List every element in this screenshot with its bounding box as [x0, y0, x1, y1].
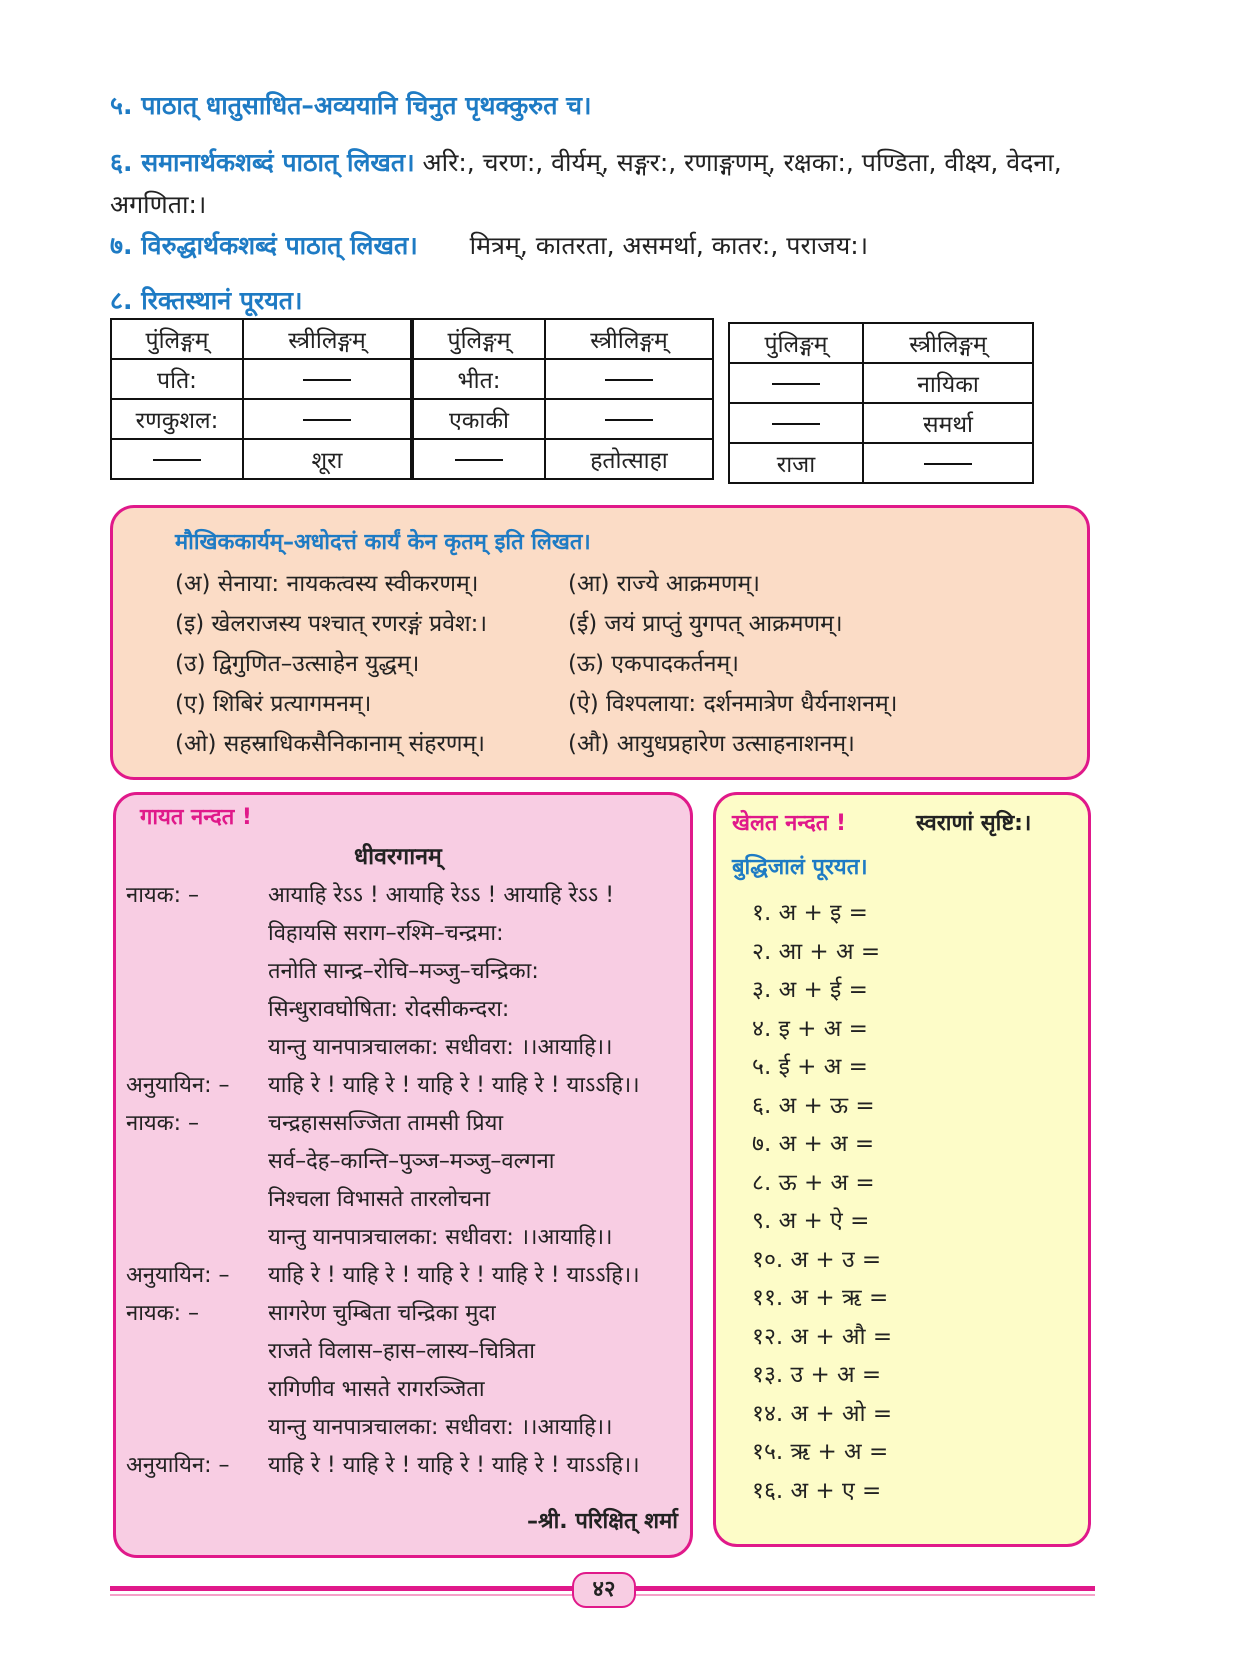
vowel-equation: ३. अ + ई =	[752, 977, 868, 1003]
page-number: ४२	[572, 1572, 636, 1608]
vowel-equation: ११. अ + ऋ =	[752, 1285, 889, 1311]
oral-item: (ई) जयं प्राप्तुं युगपत् आक्रमणम्।	[568, 611, 843, 637]
vowel-equation: २. आ + अ =	[752, 938, 881, 965]
song-line: सागरेण चुम्बिता चन्द्रिका मुदा	[268, 1301, 496, 1326]
song-line: यान्तु यानपात्रचालका: सधीवरा: ।।आयाहि।।	[268, 1035, 613, 1060]
oral-work-title: मौखिककार्यम्–अधोदत्तं कार्यं केन कृतम् इति लिखत।	[175, 530, 591, 555]
song-speaker: अनुयायिन: –	[126, 1453, 230, 1478]
vowel-equation: १०. अ + उ =	[752, 1246, 882, 1273]
gender-table-3	[728, 322, 1034, 484]
table-header-feminine: स्त्रीलिङ्गम्	[243, 319, 411, 359]
song-line: याहि रे ! याहि रे ! याहि रे ! याहि रे ! याऽऽहि।।	[268, 1073, 640, 1098]
vowel-equation: १५. ऋ + अ =	[752, 1439, 889, 1465]
question-7-words: मित्रम्, कातरता, असमर्था, कातर:, पराजय:।	[469, 231, 869, 260]
game-box	[713, 792, 1091, 1547]
game-subtitle: बुद्धिजालं पूरयत।	[732, 855, 868, 880]
oral-item: (ऊ) एकपादकर्तनम्।	[568, 651, 739, 677]
vowel-equation: १६. अ + ए =	[752, 1477, 882, 1504]
blank-cell[interactable]	[545, 359, 713, 399]
song-line: यान्तु यानपात्रचालका: सधीवरा: ।।आयाहि।।	[268, 1225, 613, 1250]
table-cell: हतोत्साहा	[545, 439, 713, 479]
vowel-equation: ९. अ + ऐ =	[752, 1208, 870, 1234]
table-cell: शूरा	[243, 439, 411, 479]
question-5	[110, 88, 592, 122]
gender-table-2	[412, 318, 714, 480]
oral-item: (अ) सेनाया: नायकत्वस्य स्वीकरणम्।	[175, 571, 479, 597]
table-cell: नायिका	[863, 363, 1033, 403]
song-title: धीवरगानम्	[354, 844, 442, 870]
blank-cell[interactable]	[729, 363, 863, 403]
table-header-feminine: स्त्रीलिङ्गम्	[545, 319, 713, 359]
vowel-equation: १४. अ + ओ =	[752, 1400, 893, 1427]
question-6-words: अरि:, चरण:, वीर्यम्, सङ्गर:, रणाङ्गणम्, रक्षका:, पण्डिता, वीक्ष्य, वेदना, अगणिता:।	[110, 148, 1062, 219]
vowel-equation: १. अ + इ =	[752, 900, 868, 926]
oral-item: (औ) आयुधप्रहारेण उत्साहनाशनम्।	[568, 731, 855, 757]
song-line: सर्व–देह–कान्ति–पुञ्ज–मञ्जु–वल्गना	[268, 1149, 555, 1174]
table-cell: समर्था	[863, 403, 1033, 443]
vowel-equation: ६. अ + ऊ =	[752, 1092, 875, 1119]
song-line: रागिणीव भासते रागरञ्जिता	[268, 1377, 485, 1402]
table-header-masculine: पुंलिङ्गम्	[729, 323, 863, 363]
game-section-title: खेलत नन्दत !	[732, 811, 847, 836]
song-section-title: गायत नन्दत !	[140, 805, 252, 830]
vowel-equation: ५. ई + अ =	[752, 1054, 868, 1080]
song-speaker: नायक: –	[126, 1111, 199, 1136]
song-line: यान्तु यानपात्रचालका: सधीवरा: ।।आयाहि।।	[268, 1415, 613, 1440]
question-6	[110, 142, 1100, 226]
vowel-equation: ७. अ + अ =	[752, 1131, 875, 1157]
oral-item: (आ) राज्ये आक्रमणम्।	[568, 571, 760, 597]
question-8	[110, 283, 302, 317]
song-line: विहायसि सराग–रश्मि–चन्द्रमा:	[268, 921, 504, 946]
blank-cell[interactable]	[863, 443, 1033, 483]
song-line: सिन्धुरावघोषिता: रोदसीकन्दरा:	[268, 997, 510, 1022]
question-7	[110, 228, 868, 262]
song-speaker: अनुयायिन: –	[126, 1073, 230, 1098]
vowel-equation: १३. उ + अ =	[752, 1362, 882, 1388]
table-cell: भीत:	[413, 359, 545, 399]
table-cell: रणकुशल:	[111, 399, 243, 439]
table-cell: राजा	[729, 443, 863, 483]
song-line: याहि रे ! याहि रे ! याहि रे ! याहि रे ! याऽऽहि।।	[268, 1263, 640, 1288]
song-line: निश्चला विभासते तारलोचना	[268, 1187, 491, 1212]
song-author: –श्री. परिक्षित् शर्मा	[527, 1509, 678, 1534]
game-title: स्वराणां सृष्टि:।	[916, 811, 1032, 836]
table-cell: पति:	[111, 359, 243, 399]
oral-item: (उ) द्विगुणित–उत्साहेन युद्धम्।	[175, 651, 420, 677]
vowel-equation: १२. अ + औ =	[752, 1323, 893, 1350]
vowel-equation: ४. इ + अ =	[752, 1015, 868, 1042]
song-line: चन्द्रहाससज्जिता तामसी प्रिया	[268, 1111, 504, 1136]
vowel-equation: ८. ऊ + अ =	[752, 1169, 875, 1196]
song-box	[113, 792, 693, 1558]
song-speaker: अनुयायिन: –	[126, 1263, 230, 1288]
oral-item: (ए) शिबिरं प्रत्यागमनम्।	[175, 691, 372, 717]
song-line: राजते विलास–हास–लास्य–चित्रिता	[268, 1339, 535, 1364]
question-7-heading: ७. विरुद्धार्थकशब्दं पाठात् लिखत।	[110, 231, 418, 260]
table-cell: एकाकी	[413, 399, 545, 439]
song-line: आयाहि रेऽऽ ! आयाहि रेऽऽ ! आयाहि रेऽऽ !	[268, 883, 615, 908]
question-6-heading: ६. समानार्थकशब्दं पाठात् लिखत।	[110, 148, 415, 177]
oral-item: (ओ) सहस्राधिकसैनिकानाम् संहरणम्।	[175, 731, 485, 757]
song-line: तनोति सान्द्र–रोचि–मञ्जु–चन्द्रिका:	[268, 959, 539, 984]
oral-work-box	[110, 505, 1090, 780]
table-header-feminine: स्त्रीलिङ्गम्	[863, 323, 1033, 363]
table-header-masculine: पुंलिङ्गम्	[413, 319, 545, 359]
blank-cell[interactable]	[243, 399, 411, 439]
question-8-heading: ८. रिक्तस्थानं पूरयत।	[110, 286, 303, 315]
oral-item: (इ) खेलराजस्य पश्चात् रणरङ्गं प्रवेश:।	[175, 611, 488, 637]
question-5-heading: ५. पाठात् धातुसाधित–अव्ययानि चिनुत पृथक्कुरुत च।	[110, 91, 592, 120]
blank-cell[interactable]	[545, 399, 713, 439]
song-speaker: नायक: –	[126, 1301, 199, 1326]
blank-cell[interactable]	[243, 359, 411, 399]
blank-cell[interactable]	[729, 403, 863, 443]
gender-table-1	[110, 318, 412, 480]
oral-item: (ऐ) विश्पलाया: दर्शनमात्रेण धैर्यनाशनम्।	[568, 691, 898, 717]
blank-cell[interactable]	[111, 439, 243, 479]
song-line: याहि रे ! याहि रे ! याहि रे ! याहि रे ! याऽऽहि।।	[268, 1453, 640, 1478]
blank-cell[interactable]	[413, 439, 545, 479]
table-header-masculine: पुंलिङ्गम्	[111, 319, 243, 359]
song-speaker: नायक: –	[126, 883, 199, 908]
